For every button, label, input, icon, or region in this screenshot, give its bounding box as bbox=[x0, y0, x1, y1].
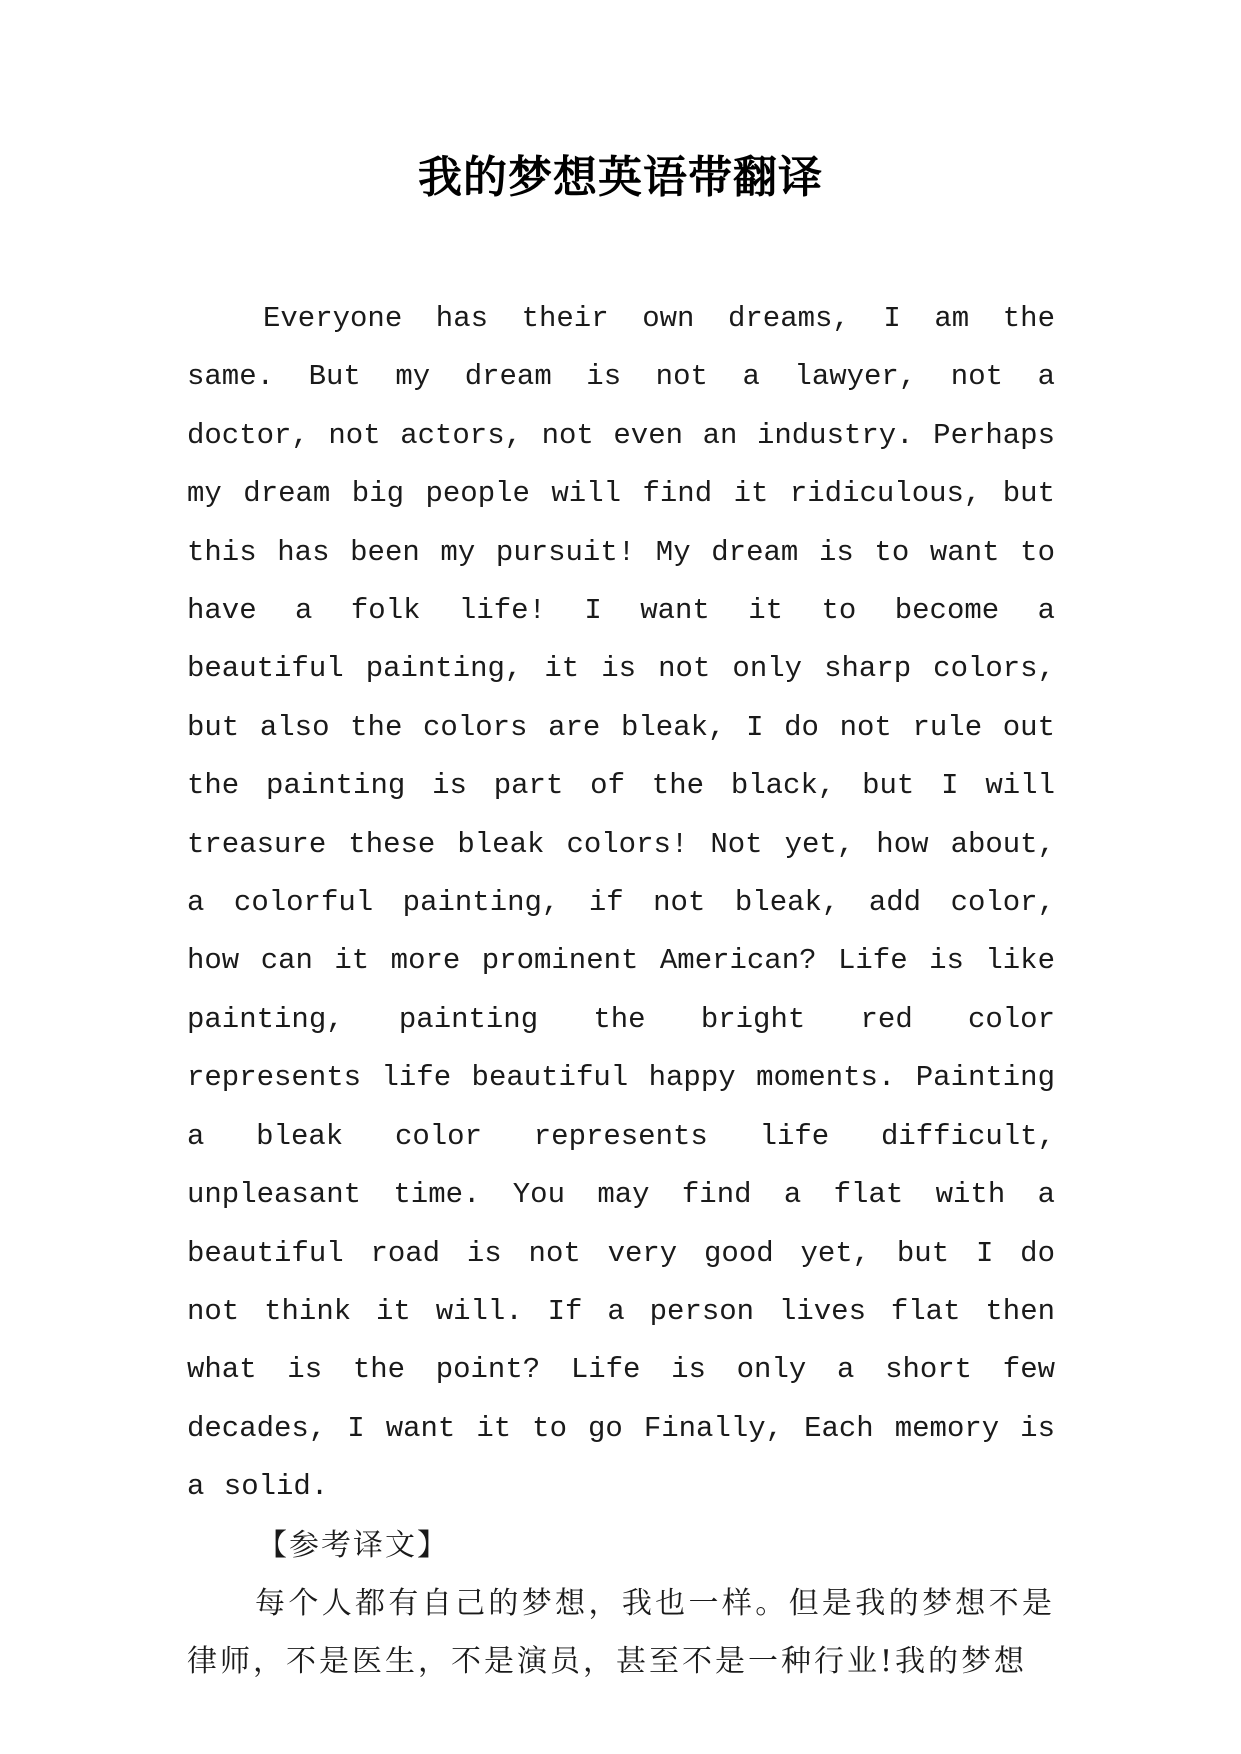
document-title: 我的梦想英语带翻译 bbox=[418, 152, 823, 203]
chinese-translation-paragraph: 每个人都有自己的梦想，我也一样。但是我的梦想不是律师，不是医生，不是演员，甚至不是一种行业!我的梦想 bbox=[187, 1585, 1055, 1680]
document-body bbox=[187, 290, 1055, 1692]
english-paragraph: Everyone has their own dreams, I am the same. But my dream is not a lawyer, not a doctor, not actors, not even an industry. Perhaps my dream big people will find it ridiculous, but this has been my pursuit! My dream is to want to have a folk life! I want it to become a beautiful painting, it is not only sharp colors, but also the colors are bleak, I do not rule out the painting is part of the black, but I will treasure these bleak colors! Not yet, how about, a colorful painting, if not bleak, add color, how can it more prominent American? Life is like painting, painting the bright red color represents life beautiful happy moments. Painting a bleak color represents life difficult, unpleasant time. You may find a flat with a beautiful road is not very good yet, but I do not think it will. If a person lives flat then what is the point? Life is only a short few decades, I want it to go Finally, Each memory is a solid. bbox=[187, 302, 1055, 1504]
reference-translation-label: 【参考译文】 bbox=[257, 1527, 449, 1563]
